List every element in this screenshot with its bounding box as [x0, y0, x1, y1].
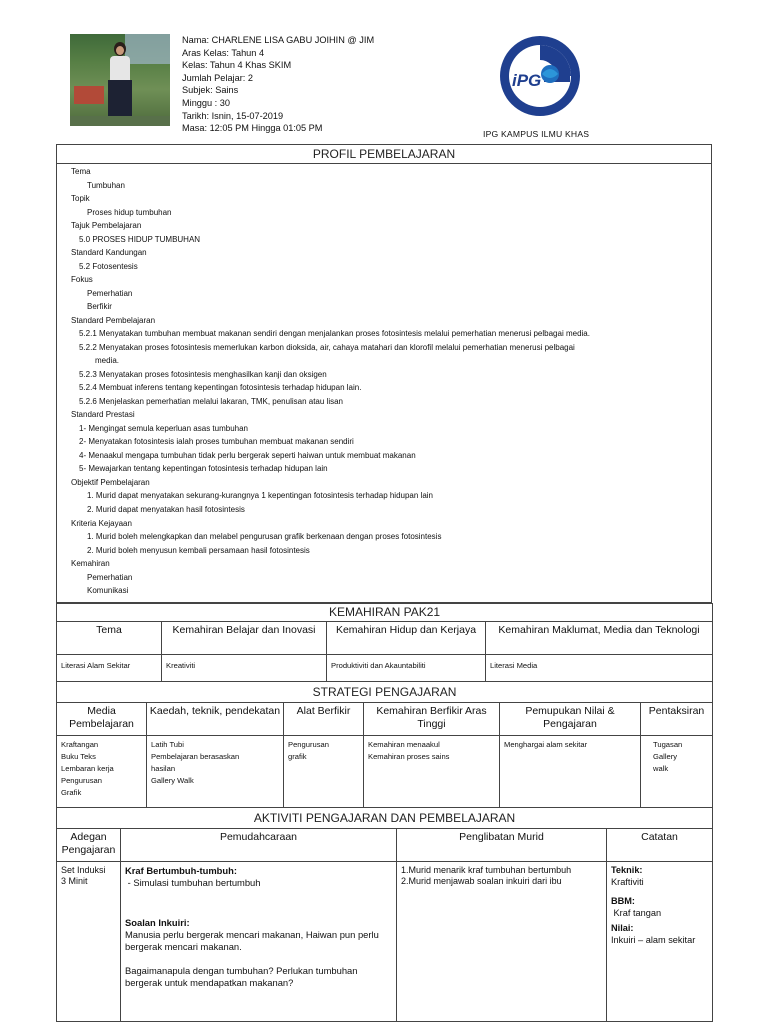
strategi-alat-cell — [284, 736, 364, 808]
profil-item: 5.2.6 Menjelaskan pemerhatian melalui lakaran, TMK, penulisan atau lisan — [79, 396, 344, 406]
profil-heading: Fokus — [71, 275, 93, 285]
kaedah-item: hasilan — [151, 764, 176, 773]
teacher-info — [182, 34, 374, 135]
profil-heading: Standard Pembelajaran — [71, 315, 156, 325]
info-aras-kelas: Aras Kelas: Tahun 4 — [182, 47, 265, 58]
murid-activity: 1.Murid menarik kraf tumbuhan bertumbuh — [401, 865, 572, 875]
pak21-header-maklumat: Kemahiran Maklumat, Media dan Teknologi — [486, 622, 713, 655]
kaedah-item: Pembelajaran berasaskan — [151, 752, 240, 761]
info-name: Nama: CHARLENE LISA GABU JOIHIN @ JIM — [182, 35, 375, 45]
catatan-label: Teknik: — [611, 865, 643, 875]
adegan-duration: 3 Minit — [61, 876, 88, 886]
profil-heading: Kemahiran — [71, 559, 110, 569]
aktiviti-header-penglibatan: Penglibatan Murid — [397, 829, 607, 862]
profil-pembelajaran-section — [56, 144, 712, 603]
profil-item: 1. Murid boleh melengkapkan dan melabel pengurusan grafik berkenaan dengan proses fotosintesis — [87, 532, 442, 542]
profil-title: PROFIL PEMBELAJARAN — [57, 145, 711, 164]
profil-heading: Kriteria Kejayaan — [71, 518, 132, 528]
strategi-header-nilai: Pemupukan Nilai & Pengajaran — [500, 703, 641, 736]
media-item: Lembaran kerja — [61, 764, 114, 773]
profil-item: Tumbuhan — [87, 180, 125, 190]
strategi-header-pentaksiran: Pentaksiran — [641, 703, 713, 736]
murid-activity: 2.Murid menjawab soalan inkuiri dari ibu — [401, 876, 562, 886]
strategi-nilai-cell — [500, 736, 641, 808]
kraf-item: - Simulasi tumbuhan bertumbuh — [125, 877, 261, 888]
strategi-pentaksiran-cell — [641, 736, 713, 808]
pentaksiran-item: walk — [653, 764, 669, 773]
adegan-phase: Set Induksi — [61, 865, 106, 875]
profil-item: 2- Menyatakan fotosintesis ialah proses tumbuhan membuat makanan sendiri — [79, 437, 354, 447]
profil-item: 5.2.3 Menyatakan proses fotosintesis menghasilkan kanji dan oksigen — [79, 369, 327, 379]
pak21-header-hidup: Kemahiran Hidup dan Kerjaya — [327, 622, 486, 655]
profil-heading: Standard Prestasi — [71, 410, 135, 420]
pak21-table — [56, 603, 713, 682]
kbat-item: Kemahiran menaakul — [368, 740, 440, 749]
info-minggu: Minggu : 30 — [182, 97, 231, 108]
kaedah-item: Latih Tubi — [151, 740, 184, 749]
profil-item: Pemerhatian — [87, 288, 133, 298]
profil-item: media. — [95, 356, 120, 366]
info-masa: Masa: 12:05 PM Hingga 01:05 PM — [182, 123, 323, 134]
catatan-value: Kraf tangan — [611, 907, 662, 918]
strategi-table — [56, 681, 713, 808]
profil-item: 5.0 PROSES HIDUP TUMBUHAN — [79, 234, 201, 244]
svg-text:iPG: iPG — [512, 71, 542, 90]
info-tarikh: Tarikh: Isnin, 15-07-2019 — [182, 110, 284, 121]
profil-item: 4- Menaakul mengapa tumbuhan tidak perlu bergerak seperti haiwan untuk membuat makanan — [79, 450, 416, 460]
pak21-header-belajar: Kemahiran Belajar dan Inovasi — [162, 622, 327, 655]
profil-heading: Tema — [71, 167, 91, 176]
profil-item: 1. Murid dapat menyatakan sekurang-kurangnya 1 kepentingan fotosintesis terhadap hidupan lain — [87, 491, 434, 501]
profil-item: 5.2.2 Menyatakan proses fotosintesis memerlukan karbon dioksida, air, cahaya matahari dan klorofil melalui pemerhatian menerusi pelbagai — [79, 342, 575, 352]
kaedah-item: Gallery Walk — [151, 776, 194, 785]
profil-item: 2. Murid dapat menyatakan hasil fotosintesis — [87, 505, 245, 514]
pak21-title: KEMAHIRAN PAK21 — [57, 604, 713, 622]
profil-heading: Topik — [71, 194, 90, 204]
aktiviti-header-pemudahcaraan: Pemudahcaraan — [121, 829, 397, 862]
media-item: Grafik — [61, 788, 82, 797]
pak21-header-tema: Tema — [57, 622, 162, 655]
catatan-label: BBM: — [611, 896, 635, 906]
catatan-value: Kraftiviti — [611, 876, 644, 887]
pak21-value-tema: Literasi Alam Sekitar — [57, 655, 162, 682]
catatan-label: Nilai: — [611, 923, 634, 933]
media-item: Pengurusan — [61, 776, 102, 785]
pak21-value-maklumat: Literasi Media — [486, 655, 713, 682]
pak21-value-hidup: Produktiviti dan Akauntabiliti — [327, 655, 486, 682]
info-subjek: Subjek: Sains — [182, 85, 239, 96]
soalan-inkuiri-heading: Soalan Inkuiri: — [125, 917, 190, 928]
ipg-logo — [498, 34, 582, 118]
media-item: Kraftangan — [61, 740, 99, 749]
profil-heading: Standard Kandungan — [71, 248, 147, 258]
info-jumlah-pelajar: Jumlah Pelajar: 2 — [182, 72, 253, 83]
profil-heading: Tajuk Pembelajaran — [71, 221, 142, 231]
adegan-cell — [57, 862, 121, 1022]
nilai-item: Menghargai alam sekitar — [504, 740, 588, 749]
profil-heading: Objektif Pembelajaran — [71, 477, 150, 487]
pemudahcaraan-cell — [121, 862, 397, 1022]
logo-caption: IPG KAMPUS ILMU KHAS — [483, 129, 590, 139]
teacher-photo — [70, 34, 170, 126]
strategi-header-media: Media Pembelajaran — [57, 703, 147, 736]
catatan-cell — [607, 862, 713, 1022]
pentaksiran-item: Gallery — [653, 752, 678, 761]
strategi-media-cell — [57, 736, 147, 808]
info-kelas: Kelas: Tahun 4 Khas SKIM — [182, 60, 292, 71]
kraf-heading: Kraf Bertumbuh-tumbuh: — [125, 865, 237, 876]
profil-item: 5.2 Fotosentesis — [79, 261, 138, 271]
soalan-inkuiri-text-2: Bagaimanapula dengan tumbuhan? Perlukan tumbuhan bergerak untuk mendapatkan makanan? — [125, 965, 358, 988]
profil-item: Pemerhatian — [87, 572, 133, 582]
profil-item: Komunikasi — [87, 586, 129, 596]
profil-item: Berfikir — [87, 302, 112, 312]
alat-item: Pengurusan — [288, 740, 329, 749]
strategi-header-alat: Alat Berfikir — [284, 703, 364, 736]
aktiviti-header-catatan: Catatan — [607, 829, 713, 862]
catatan-value: Inkuiri – alam sekitar — [611, 934, 696, 945]
kbat-item: Kemahiran proses sains — [368, 752, 450, 761]
soalan-inkuiri-text: Manusia perlu bergerak mencari makanan, Haiwan pun perlu bergerak mencari makanan. — [125, 929, 379, 952]
strategi-kaedah-cell — [147, 736, 284, 808]
profil-item: 1- Mengingat semula keperluan asas tumbuhan — [79, 423, 248, 433]
pentaksiran-item: Tugasan — [653, 740, 683, 749]
profil-item: 5.2.4 Membuat inferens tentang kepentingan fotosintesis terhadap hidupan lain. — [79, 383, 362, 393]
profil-item: 2. Murid boleh menyusun kembali persamaan hasil fotosintesis — [87, 545, 310, 555]
strategi-header-kbat: Kemahiran Berfikir Aras Tinggi — [364, 703, 500, 736]
strategi-title: STRATEGI PENGAJARAN — [57, 682, 713, 703]
media-item: Buku Teks — [61, 752, 96, 761]
aktiviti-table — [56, 807, 713, 1022]
pak21-value-belajar: Kreativiti — [162, 655, 327, 682]
aktiviti-title: AKTIVITI PENGAJARAN DAN PEMBELAJARAN — [57, 808, 713, 829]
strategi-kbat-cell — [364, 736, 500, 808]
profil-item: Proses hidup tumbuhan — [87, 207, 172, 217]
aktiviti-header-adegan: Adegan Pengajaran — [57, 829, 121, 862]
alat-item: grafik — [288, 752, 307, 761]
profil-item: 5- Mewajarkan tentang kepentingan fotosintesis terhadap hidupan lain — [79, 464, 328, 474]
strategi-header-kaedah: Kaedah, teknik, pendekatan — [147, 703, 284, 736]
profil-item: 5.2.1 Menyatakan tumbuhan membuat makanan sendiri dengan menjalankan proses fotosintesis melalui pemerhatian menerusi pelbagai media. — [79, 329, 590, 339]
penglibatan-cell — [397, 862, 607, 1022]
